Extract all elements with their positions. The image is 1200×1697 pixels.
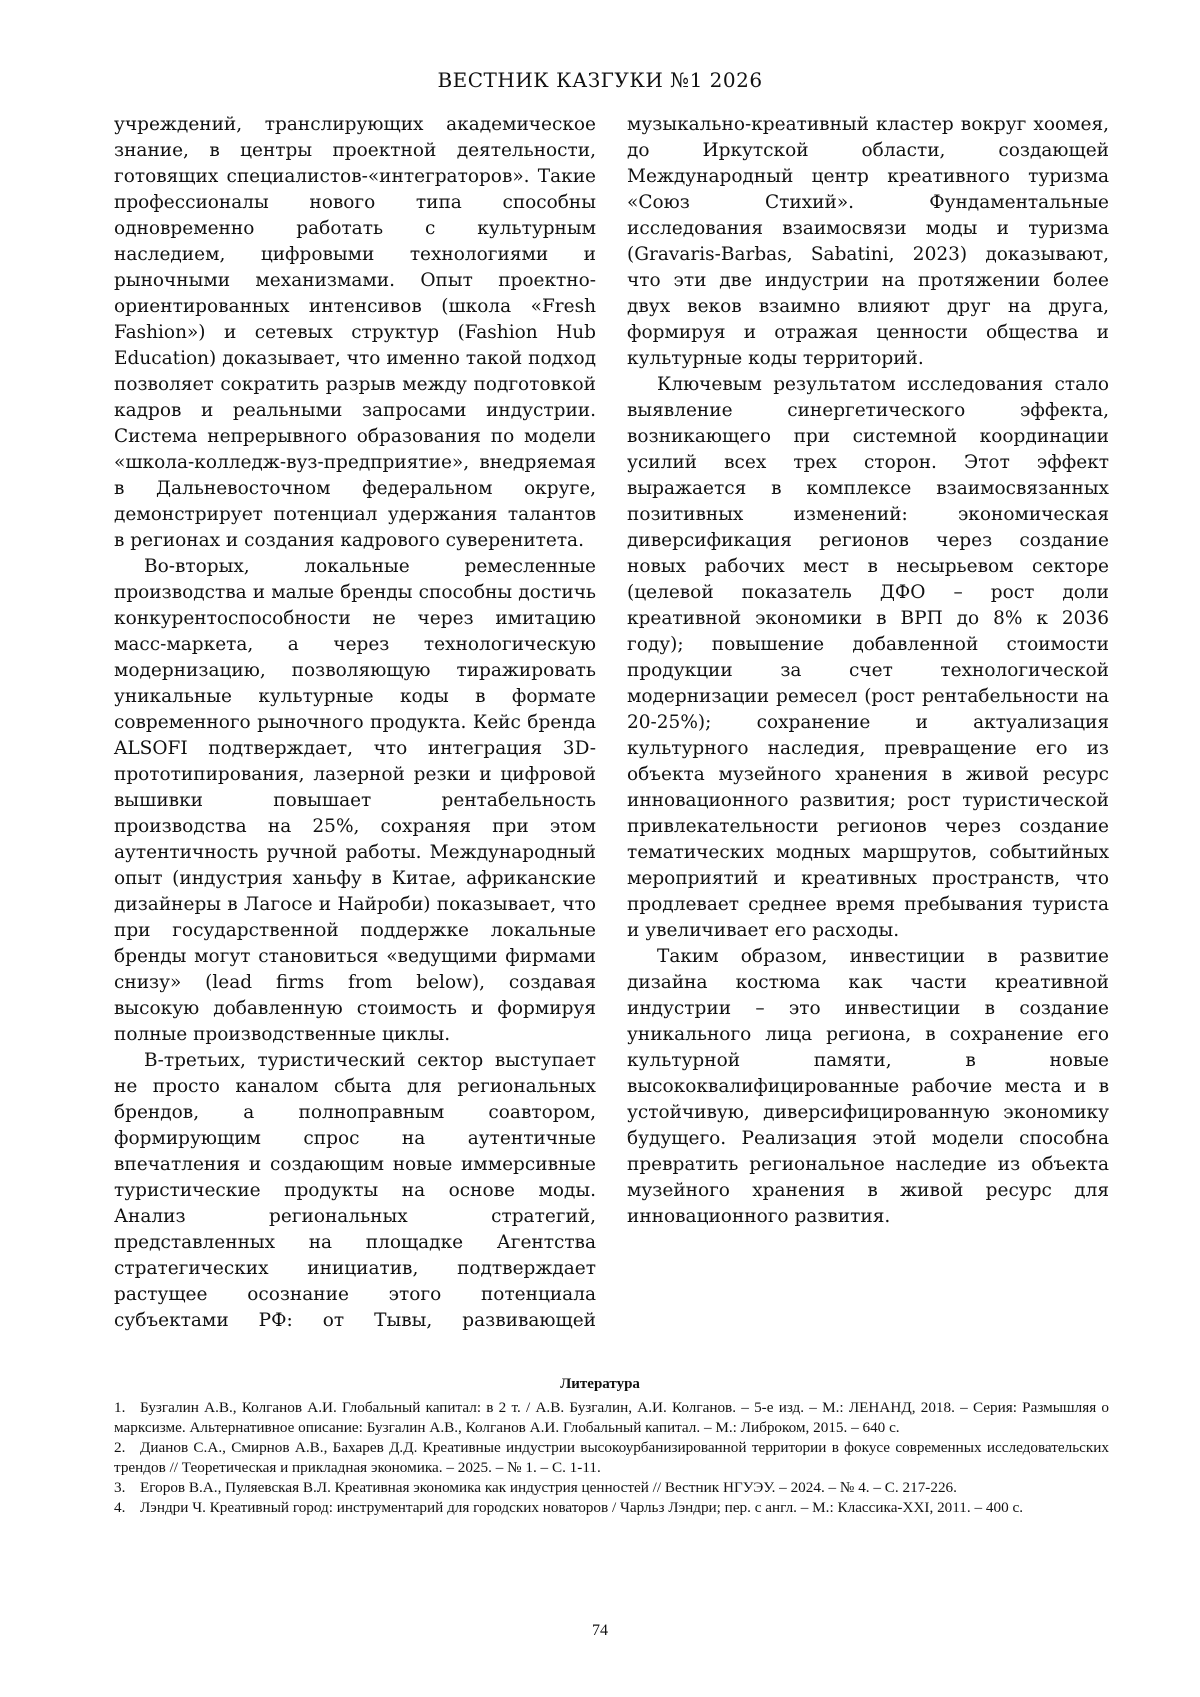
article-body — [114, 112, 1109, 1352]
page-number: 74 — [592, 1622, 608, 1639]
references-list — [114, 1398, 1109, 1518]
reference-number: 1. — [114, 1399, 126, 1416]
body-paragraph: Ключевым результатом исследования стало выявление синергетического эффекта, возникающего при системной координации усилий всех трех сторон. Этот эффект выражается в комплексе взаимосвязанных позитивных изменений: экономическая диверсификация регионов через создание новых рабочих мест в несырьевом секторе (целевой показатель ДФО – рост доли креативной экономики в ВРП до 8% к 2036 году); повышение добавленной стоимости продукции за счет технологической модернизации ремесел (рост рентабельности на 20-25%); сохранение и актуализация культурного наследия, превращение его из объекта музейного хранения в живой ресурс инновационного развития; рост туристической привлекательности регионов через создание тематических модных маршрутов, событийных мероприятий и креативных пространств, что продлевает среднее время пребывания туриста и увеличивает его расходы. — [627, 374, 1109, 941]
running-header: ВЕСТНИК КАЗГУКИ №1 2026 — [437, 68, 763, 92]
body-paragraph: В-третьих, туристический сектор выступает не просто каналом сбыта для региональных брендов, а полноправным соавтором, формирующим спрос на аутентичные впечатления и создающим новые иммерсивные туристические продукты на основе моды. Анализ региональных стратегий, представленных на площадке Агентства стратегических инициатив, подтверждает растущее осознание этого потенциала субъектами РФ: от Тывы, развивающей музыкально-креативный кластер вокруг хоомея, до Иркутской области, создающей Международный центр креативного туризма «Союз Стихий». Фундаментальные исследования взаимосвязи моды и туризма (Gravaris-Barbas, Sabatini, 2023) доказывают, что эти две индустрии на протяжении более двух веков взаимно влияют друг на друга, формируя и отражая ценности общества и культурные коды территорий. — [114, 114, 1109, 1331]
reference-item — [114, 1438, 1109, 1478]
reference-number: 3. — [114, 1479, 126, 1496]
references-title: Литература — [560, 1376, 640, 1392]
reference-number: 4. — [114, 1499, 126, 1516]
reference-number: 2. — [114, 1439, 126, 1456]
reference-item — [114, 1498, 1109, 1518]
reference-text: Лэндри Ч. Креативный город: инструментарий для городских новаторов / Чарльз Лэндри; пер. с англ. – М.: Классика-XXI, 2011. – 400 с. — [140, 1499, 1023, 1516]
body-paragraph: учреждений, транслирующих академическое знание, в центры проектной деятельности, готовящих специалистов-«интеграторов». Такие профессионалы нового типа способны одновременно работать с культурным наследием, цифровыми технологиями и рыночными механизмами. Опыт проектно-ориентированных интенсивов (школа «Fresh Fashion») и сетевых структур (Fashion Hub Education) доказывает, что именно такой подход позволяет сократить разрыв между подготовкой кадров и реальными запросами индустрии. Система непрерывного образования по модели «школа-колледж-вуз-предприятие», внедряемая в Дальневосточном федеральном округе, демонстрирует потенциал удержания талантов в регионах и создания кадрового суверенитета. — [114, 114, 596, 551]
reference-item — [114, 1478, 1109, 1498]
reference-text: Егоров В.А., Пуляевская В.Л. Креативная экономика как индустрия ценностей // Вестник НГУЭУ. – 2024. – № 4. – С. 217-226. — [140, 1479, 957, 1496]
body-paragraph: Во-вторых, локальные ремесленные производства и малые бренды способны достичь конкурентоспособности не через имитацию масс-маркета, а через технологическую модернизацию, позволяющую тиражировать уникальные культурные коды в формате современного рыночного продукта. Кейс бренда ALSOFI подтверждает, что интеграция 3D-прототипирования, лазерной резки и цифровой вышивки повышает рентабельность производства на 25%, сохраняя при этом аутентичность ручной работы. Международный опыт (индустрия ханьфу в Китае, африканские дизайнеры в Лагосе и Найроби) показывает, что при государственной поддержке локальные бренды могут становиться «ведущими фирмами снизу» (lead firms from below), создавая высокую добавленную стоимость и формируя полные производственные циклы. — [114, 556, 596, 1045]
body-paragraph: Таким образом, инвестиции в развитие дизайна костюма как части креативной индустрии – это инвестиции в создание уникального лица региона, в сохранение его культурной памяти, в новые высококвалифицированные рабочие места и в устойчивую, диверсифицированную экономику будущего. Реализация этой модели способна превратить региональное наследие из объекта музейного хранения в живой ресурс для инновационного развития. — [627, 946, 1109, 1227]
reference-text: Бузгалин А.В., Колганов А.И. Глобальный капитал: в 2 т. / А.В. Бузгалин, А.И. Колганов. – 5-е изд. – М.: ЛЕНАНД, 2018. – Серия: Размышляя о марксизме. Альтернативное описание: Бузгалин А.В., Колганов А.И. Глобальный капитал. – М.: Либроком, 2015. – 640 с. — [114, 1399, 1109, 1436]
reference-item — [114, 1398, 1109, 1438]
reference-text: Дианов С.А., Смирнов А.В., Бахарев Д.Д. Креативные индустрии высокоурбанизированной территории в фокусе современных исследовательских трендов // Теоретическая и прикладная экономика. – 2025. – № 1. – С. 1-11. — [114, 1439, 1109, 1476]
